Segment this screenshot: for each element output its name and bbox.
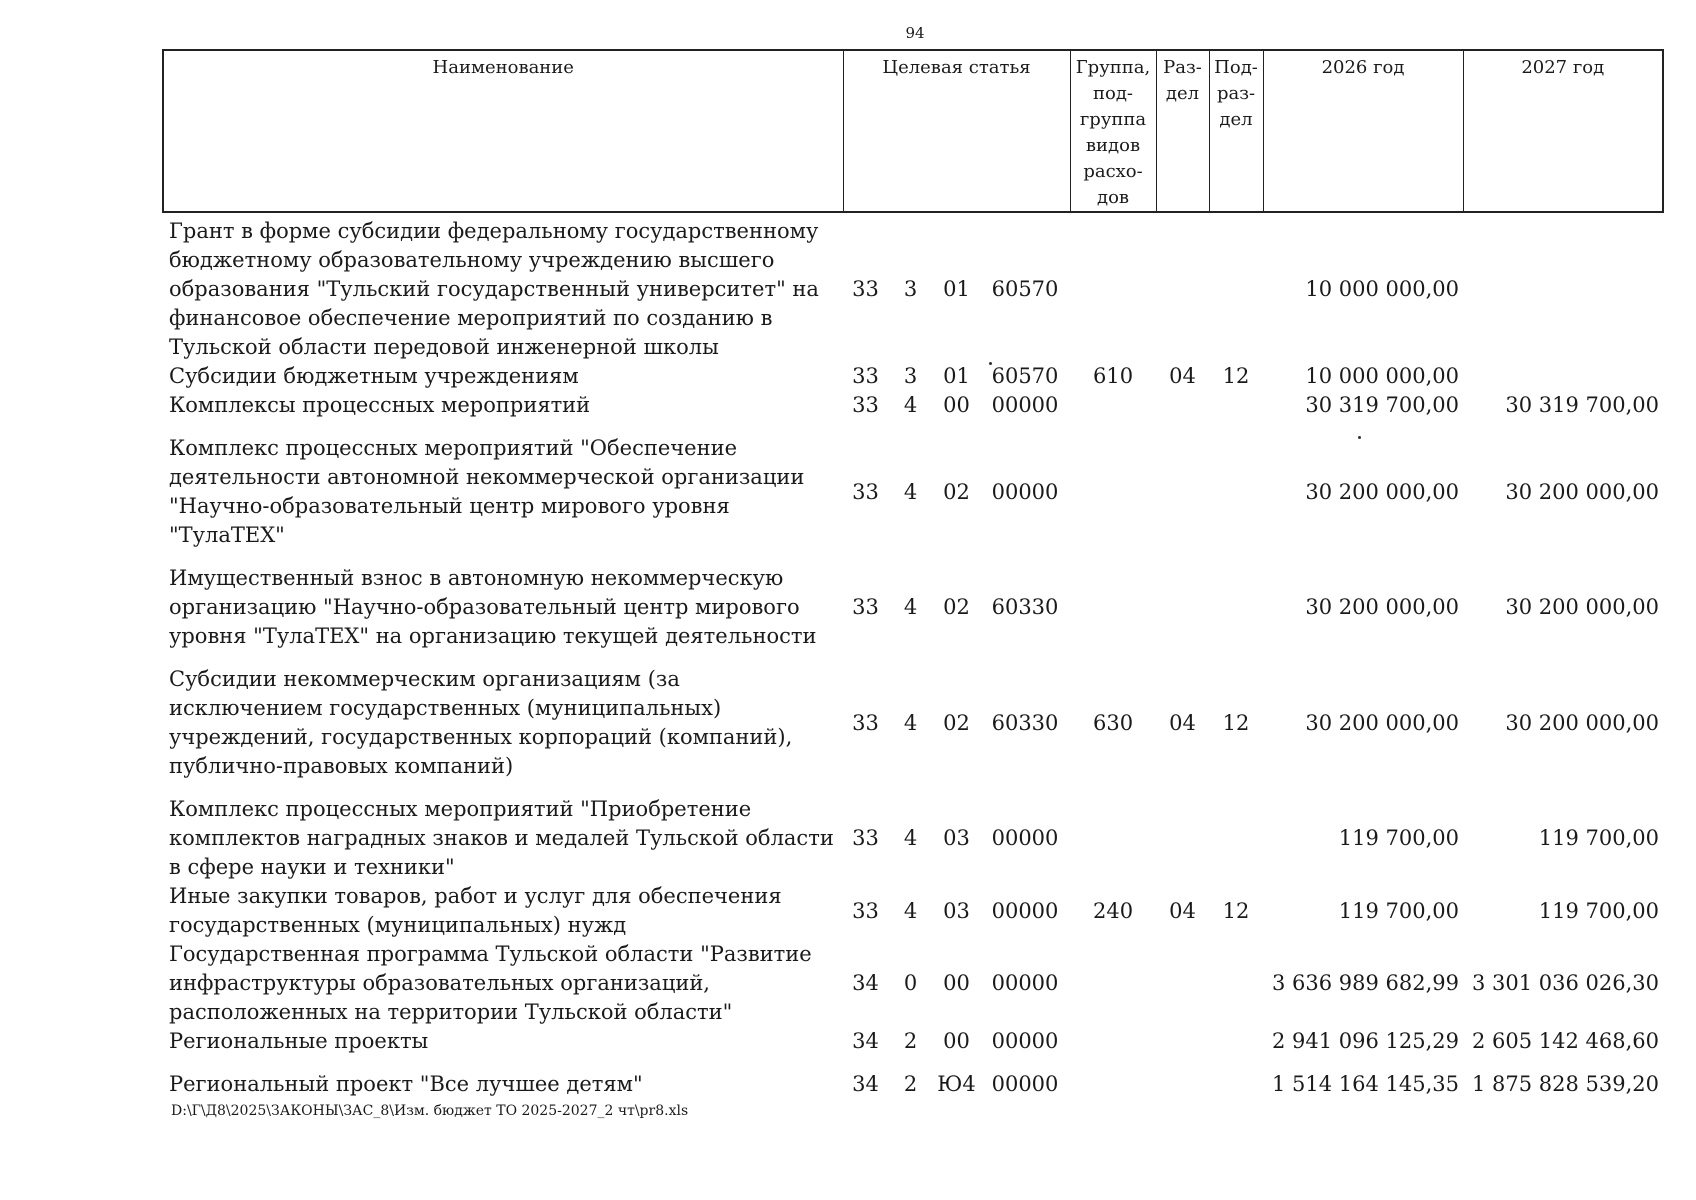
amount-2026: 10 000 000,00 [1305,364,1460,388]
amount-2026: 1 514 164 145,35 [1271,1072,1460,1096]
target-code-direction: 00000 [991,479,1059,504]
target-code-structure: 00 [943,971,970,995]
target-code-structure: 02 [943,595,970,619]
row-name: Грант в форме субсидии федеральному государственному бюджетному образовательному учреждению высшего образования "Тульский государственный университет" на финансовое обеспечение мероприятий по созданию в Тульской области передовой инженерной школы [169,219,819,359]
target-code-type: 4 [903,479,918,504]
expense-group [1070,420,1156,550]
amount-2027: 119 700,00 [1538,898,1660,923]
amount-2027: 30 319 700,00 [1505,393,1660,417]
table-row [163,1027,1663,1056]
razdel [1156,550,1209,651]
target-code-program: 34 [852,1029,879,1053]
row-name: Комплекс процессных мероприятий "Обеспечение деятельности автономной некоммерческой организации "Научно-образовательный центр мирового уровня "ТулаТЕХ" [169,436,805,547]
target-code-direction: 00000 [991,971,1059,995]
header-year-2027: 2027 год [1463,50,1663,212]
table-row [163,651,1663,781]
target-code-direction: 00000 [991,1029,1059,1053]
header-podrazdel-line: дел [1219,109,1253,130]
expense-group [1070,940,1156,1027]
scan-speck [989,362,992,365]
header-expense-group-line: дов [1096,187,1130,208]
expense-group [1070,550,1156,651]
header-row [163,50,1663,212]
expense-group [1070,391,1156,420]
podrazdel: 12 [1222,898,1250,923]
razdel [1156,1056,1209,1099]
table-row [163,1056,1663,1099]
table-row [163,212,1663,362]
expense-group [1070,212,1156,362]
target-code-program: 34 [852,971,879,995]
header-razdel-line: Раз- [1163,57,1202,78]
table-row [163,940,1663,1027]
row-name: Субсидии бюджетным учреждениям [169,364,579,388]
table-row [163,362,1663,391]
razdel [1156,1027,1209,1056]
target-code-direction: 60570 [991,364,1059,388]
table-row [163,391,1663,420]
target-code-type: 3 [903,277,918,301]
target-code-type: 3 [903,364,918,388]
razdel [1156,391,1209,420]
amount-2027: 30 200 000,00 [1505,595,1660,619]
amount-2026: 2 941 096 125,29 [1271,1029,1460,1053]
target-code-structure: 02 [943,479,970,504]
target-code-structure: 03 [943,826,970,850]
header-expense-group-line: группа [1079,109,1147,130]
target-code-type: 4 [903,393,918,417]
target-code-program: 33 [852,898,879,923]
row-name: Иные закупки товаров, работ и услуг для обеспечения государственных (муниципальных) нужд [169,884,782,937]
header-expense-group-line: Группа, [1075,57,1151,78]
target-code-program: 33 [852,277,879,301]
podrazdel [1209,1056,1263,1099]
podrazdel [1209,420,1263,550]
amount-2027: 1 875 828 539,20 [1471,1072,1660,1096]
razdel [1156,212,1209,362]
amount-2026: 3 636 989 682,99 [1271,971,1460,995]
target-code-type: 4 [903,595,918,619]
razdel [1156,940,1209,1027]
row-name: Комплексы процессных мероприятий [169,393,591,417]
header-podrazdel-line: раз- [1216,83,1256,104]
amount-2027: 30 200 000,00 [1505,479,1660,504]
expense-group: 240 [1092,898,1134,923]
target-code-type: 4 [903,826,918,850]
row-name: Комплекс процессных мероприятий "Приобретение комплектов наградных знаков и медалей Тульской области в сфере науки и техники" [169,797,834,879]
amount-2026: 119 700,00 [1338,826,1460,850]
expense-group: 630 [1092,710,1134,735]
target-code-direction: 00000 [991,898,1059,923]
target-code-direction: 60570 [991,277,1059,301]
target-code-type: 4 [903,710,918,735]
expense-group [1070,1056,1156,1099]
header-name: Наименование [163,50,843,212]
row-name: Региональный проект "Все лучшее детям" [169,1072,643,1096]
target-code-program: 33 [852,826,879,850]
amount-2027: 2 605 142 468,60 [1471,1029,1660,1053]
amount-2027 [1463,362,1663,391]
amount-2027: 30 200 000,00 [1505,710,1660,735]
target-code-type: 4 [903,898,918,923]
podrazdel [1209,391,1263,420]
podrazdel [1209,781,1263,882]
row-name: Субсидии некоммерческим организациям (за исключением государственных (муниципальных) учреждений, государственных корпораций (компаний), публично-правовых компаний) [169,667,793,778]
row-name: Имущественный взнос в автономную некоммерческую организацию "Научно-образовательный центр мирового уровня "ТулаТЕХ" на организацию текущей деятельности [169,566,817,648]
header-razdel-line: дел [1165,83,1200,104]
header-year-2026: 2026 год [1263,50,1463,212]
target-code-direction: 60330 [991,595,1059,619]
row-name: Государственная программа Тульской области "Развитие инфраструктуры образовательных организаций, расположенных на территории Тульской области" [169,942,812,1024]
target-code-direction: 00000 [991,1072,1059,1096]
amount-2026: 30 200 000,00 [1305,710,1460,735]
expense-group: 610 [1092,364,1134,388]
target-code-program: 33 [852,595,879,619]
target-code-program: 34 [852,1072,879,1096]
podrazdel [1209,212,1263,362]
podrazdel [1209,1027,1263,1056]
header-expense-group [1070,50,1156,212]
target-code-program: 33 [852,710,879,735]
target-code-direction: 00000 [991,826,1059,850]
razdel: 04 [1169,710,1196,735]
scan-speck [1358,436,1361,439]
target-code-structure: 01 [943,277,970,301]
target-code-direction: 00000 [991,393,1059,417]
budget-table-container [162,49,1662,1099]
target-code-structure: 01 [943,364,970,388]
header-expense-group-line: под- [1093,83,1134,104]
table-body [163,212,1663,1099]
target-code-program: 33 [852,393,879,417]
target-code-type: 0 [903,971,918,995]
expense-group [1070,1027,1156,1056]
table-row [163,781,1663,882]
target-code-structure: 02 [943,710,970,735]
amount-2026: 30 319 700,00 [1305,393,1460,417]
row-name: Региональные проекты [169,1029,429,1053]
file-path-footer: D:\Г\Д8\2025\ЗАКОНЫ\ЗАС_8\Изм. бюджет ТО 2025-2027_2 чт\pr8.xls [171,1103,689,1119]
expense-group [1070,781,1156,882]
target-code-type: 2 [903,1029,918,1053]
razdel: 04 [1169,898,1196,923]
target-code-direction: 60330 [991,710,1059,735]
target-code-structure: 00 [943,1029,970,1053]
header-expense-group-line: расхо- [1083,161,1143,182]
table-row [163,550,1663,651]
amount-2027: 3 301 036 026,30 [1471,971,1660,995]
header-razdel [1156,50,1209,212]
amount-2027: 119 700,00 [1538,826,1660,850]
amount-2027 [1463,212,1663,362]
header-podrazdel-line: Под- [1214,57,1258,78]
target-code-structure: 00 [943,393,970,417]
target-code-program: 33 [852,479,879,504]
target-code-type: 2 [903,1072,918,1096]
page-number: 94 [905,24,925,42]
podrazdel: 12 [1222,710,1250,735]
podrazdel [1209,550,1263,651]
amount-2026: 10 000 000,00 [1305,277,1460,301]
header-target-article: Целевая статья [843,50,1070,212]
razdel [1156,781,1209,882]
target-code-program: 33 [852,364,879,388]
amount-2026: 30 200 000,00 [1305,595,1460,619]
razdel [1156,420,1209,550]
podrazdel: 12 [1222,364,1250,388]
amount-2026: 119 700,00 [1338,898,1460,923]
podrazdel [1209,940,1263,1027]
table-row [163,882,1663,940]
header-expense-group-line: видов [1085,135,1141,156]
table-header [163,50,1663,212]
razdel: 04 [1169,364,1196,388]
header-podrazdel [1209,50,1263,212]
budget-table [162,49,1664,1099]
table-row [163,420,1663,550]
target-code-structure: Ю4 [937,1072,976,1096]
target-code-structure: 03 [943,898,970,923]
amount-2026: 30 200 000,00 [1305,479,1460,504]
